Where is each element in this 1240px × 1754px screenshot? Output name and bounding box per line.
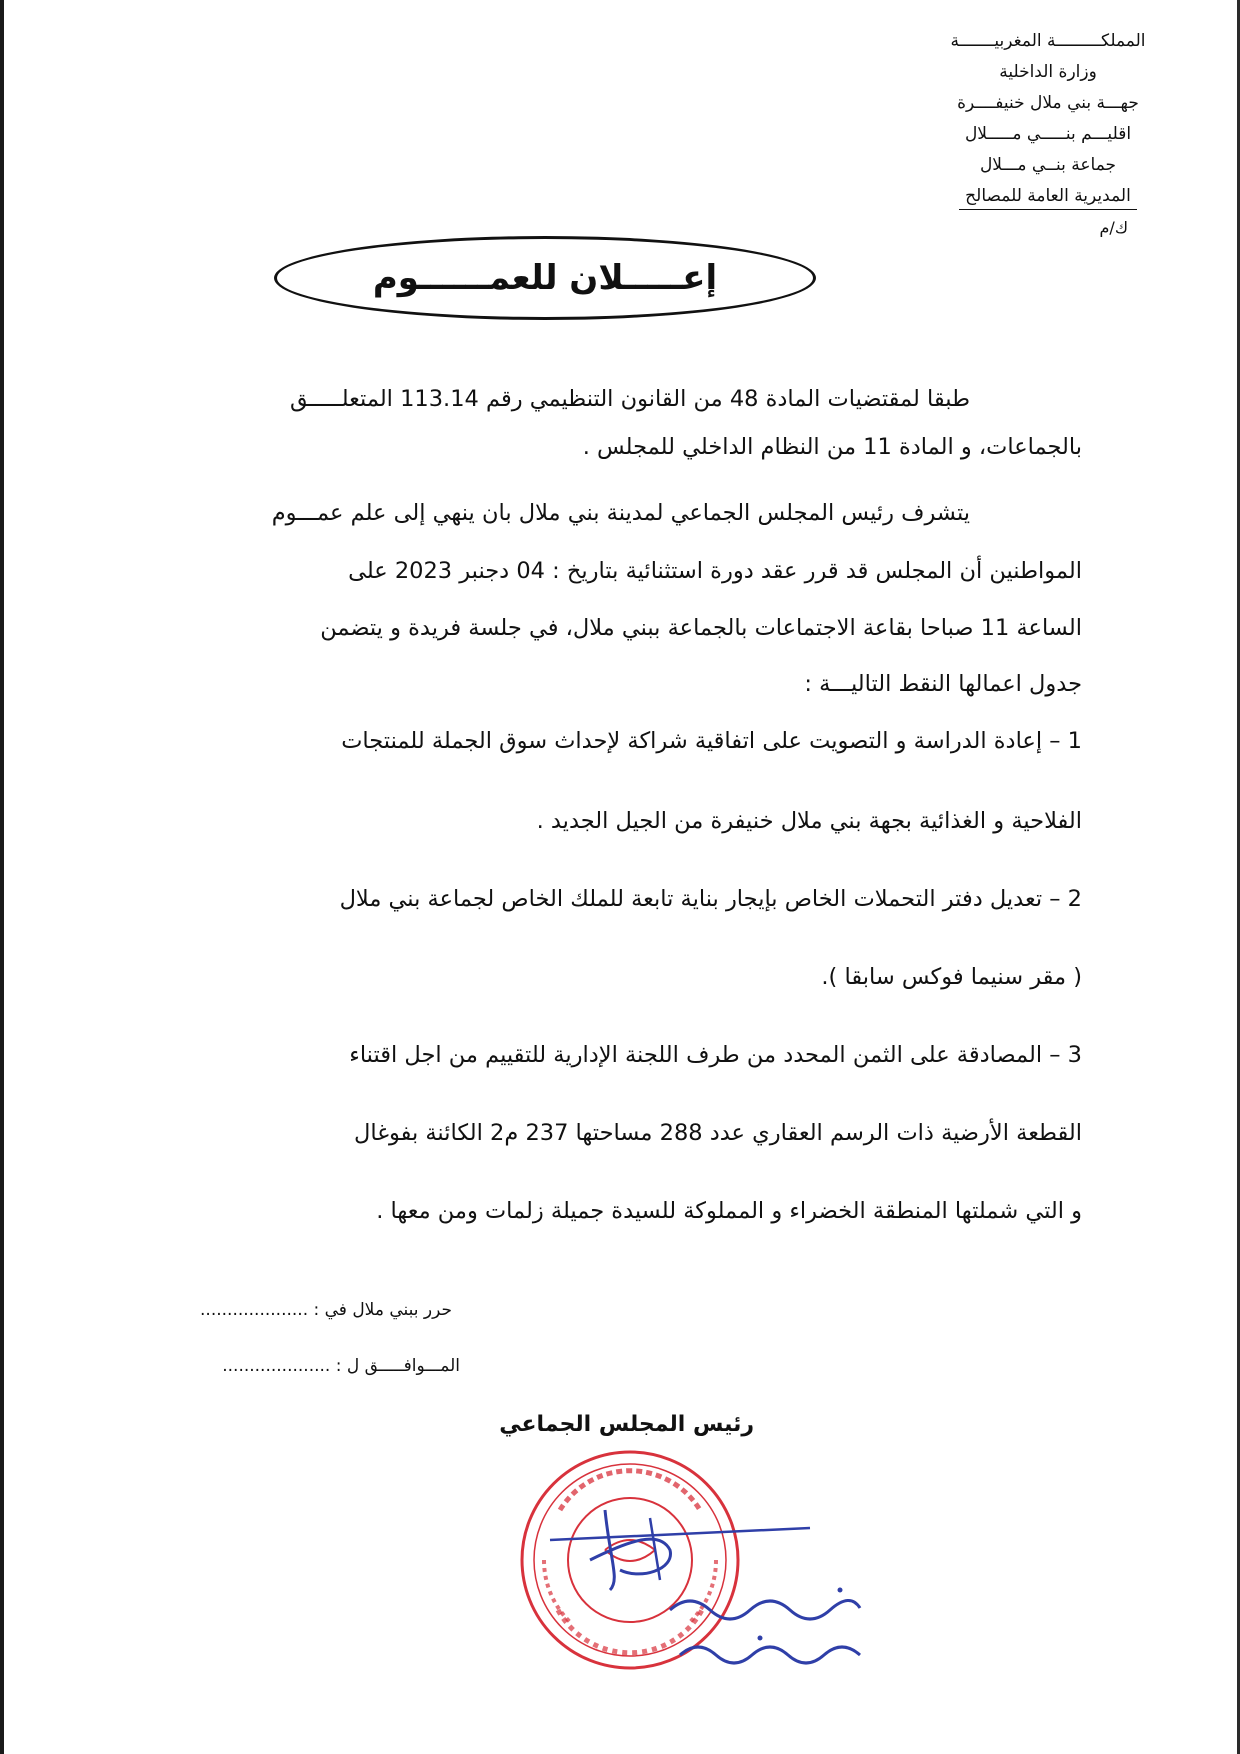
agenda-item-2-line-2: ( مقر سنيما فوكس سابقا ). — [821, 964, 1082, 990]
signer-title: رئيس المجلس الجماعي — [499, 1412, 754, 1437]
corresponding-date-line: المـــوافـــــق ل : .................... — [222, 1356, 460, 1376]
agenda-item-2-line-1: 2 – تعديل دفتر التحملات الخاص بإيجار بناية تابعة للملك الخاص لجماعة بني ملال — [339, 886, 1082, 912]
intro-line-1: طبقا لمقتضيات المادة 48 من القانون التنظيمي رقم 113.14 المتعلـــــق — [290, 386, 970, 412]
header-region: جهـــة بني ملال خنيفــــرة — [957, 93, 1139, 113]
header-directorate: المديرية العامة للمصالح — [959, 183, 1137, 210]
official-header — [918, 26, 1178, 243]
written-at-line: حرر ببني ملال في : .................... — [200, 1300, 452, 1320]
header-commune: جماعة بنــي مـــلال — [979, 155, 1117, 175]
official-seal-icon — [510, 1440, 910, 1680]
header-ministry: وزارة الداخلية — [999, 62, 1097, 82]
announcement-line-1: يتشرف رئيس المجلس الجماعي لمدينة بني ملال بان ينهي إلى علم عمـــوم — [271, 500, 970, 526]
intro-line-2: بالجماعات، و المادة 11 من النظام الداخلي للمجلس . — [582, 434, 1082, 460]
announcement-line-2: المواطنين أن المجلس قد قرر عقد دورة استثنائية بتاريخ : 04 دجنبر 2023 على — [348, 558, 1082, 584]
header-province: اقليـــم بنـــــي مـــــلال — [964, 124, 1132, 144]
header-reference: ك/م — [1099, 218, 1128, 237]
agenda-item-3-line-1: 3 – المصادقة على الثمن المحدد من طرف اللجنة الإدارية للتقييم من اجل اقتناء — [349, 1042, 1082, 1068]
announcement-line-4: جدول اعمالها النقط التاليـــة : — [804, 671, 1082, 697]
announcement-line-3: الساعة 11 صباحا بقاعة الاجتماعات بالجماعة ببني ملال، في جلسة فريدة و يتضمن — [320, 615, 1082, 641]
agenda-item-1-line-2: الفلاحية و الغذائية بجهة بني ملال خنيفرة من الجيل الجديد . — [536, 808, 1082, 834]
stamp-and-signature — [510, 1440, 910, 1680]
agenda-item-3-line-2: القطعة الأرضية ذات الرسم العقاري عدد 288 مساحتها 237 م2 الكائنة بفوغال — [353, 1120, 1082, 1146]
title-oval — [274, 236, 816, 320]
agenda-item-1-line-1: 1 – إعادة الدراسة و التصويت على اتفاقية شراكة لإحداث سوق الجملة للمنتجات — [341, 728, 1082, 754]
page-title: إعـــــلان للعمــــــوم — [372, 258, 718, 298]
header-kingdom: المملكـــــــــة المغربيـــــــة — [950, 31, 1146, 51]
agenda-item-3-line-3: و التي شملتها المنطقة الخضراء و المملوكة للسيدة جميلة زلمات ومن معها . — [376, 1198, 1082, 1224]
scan-left-edge — [0, 0, 4, 1754]
